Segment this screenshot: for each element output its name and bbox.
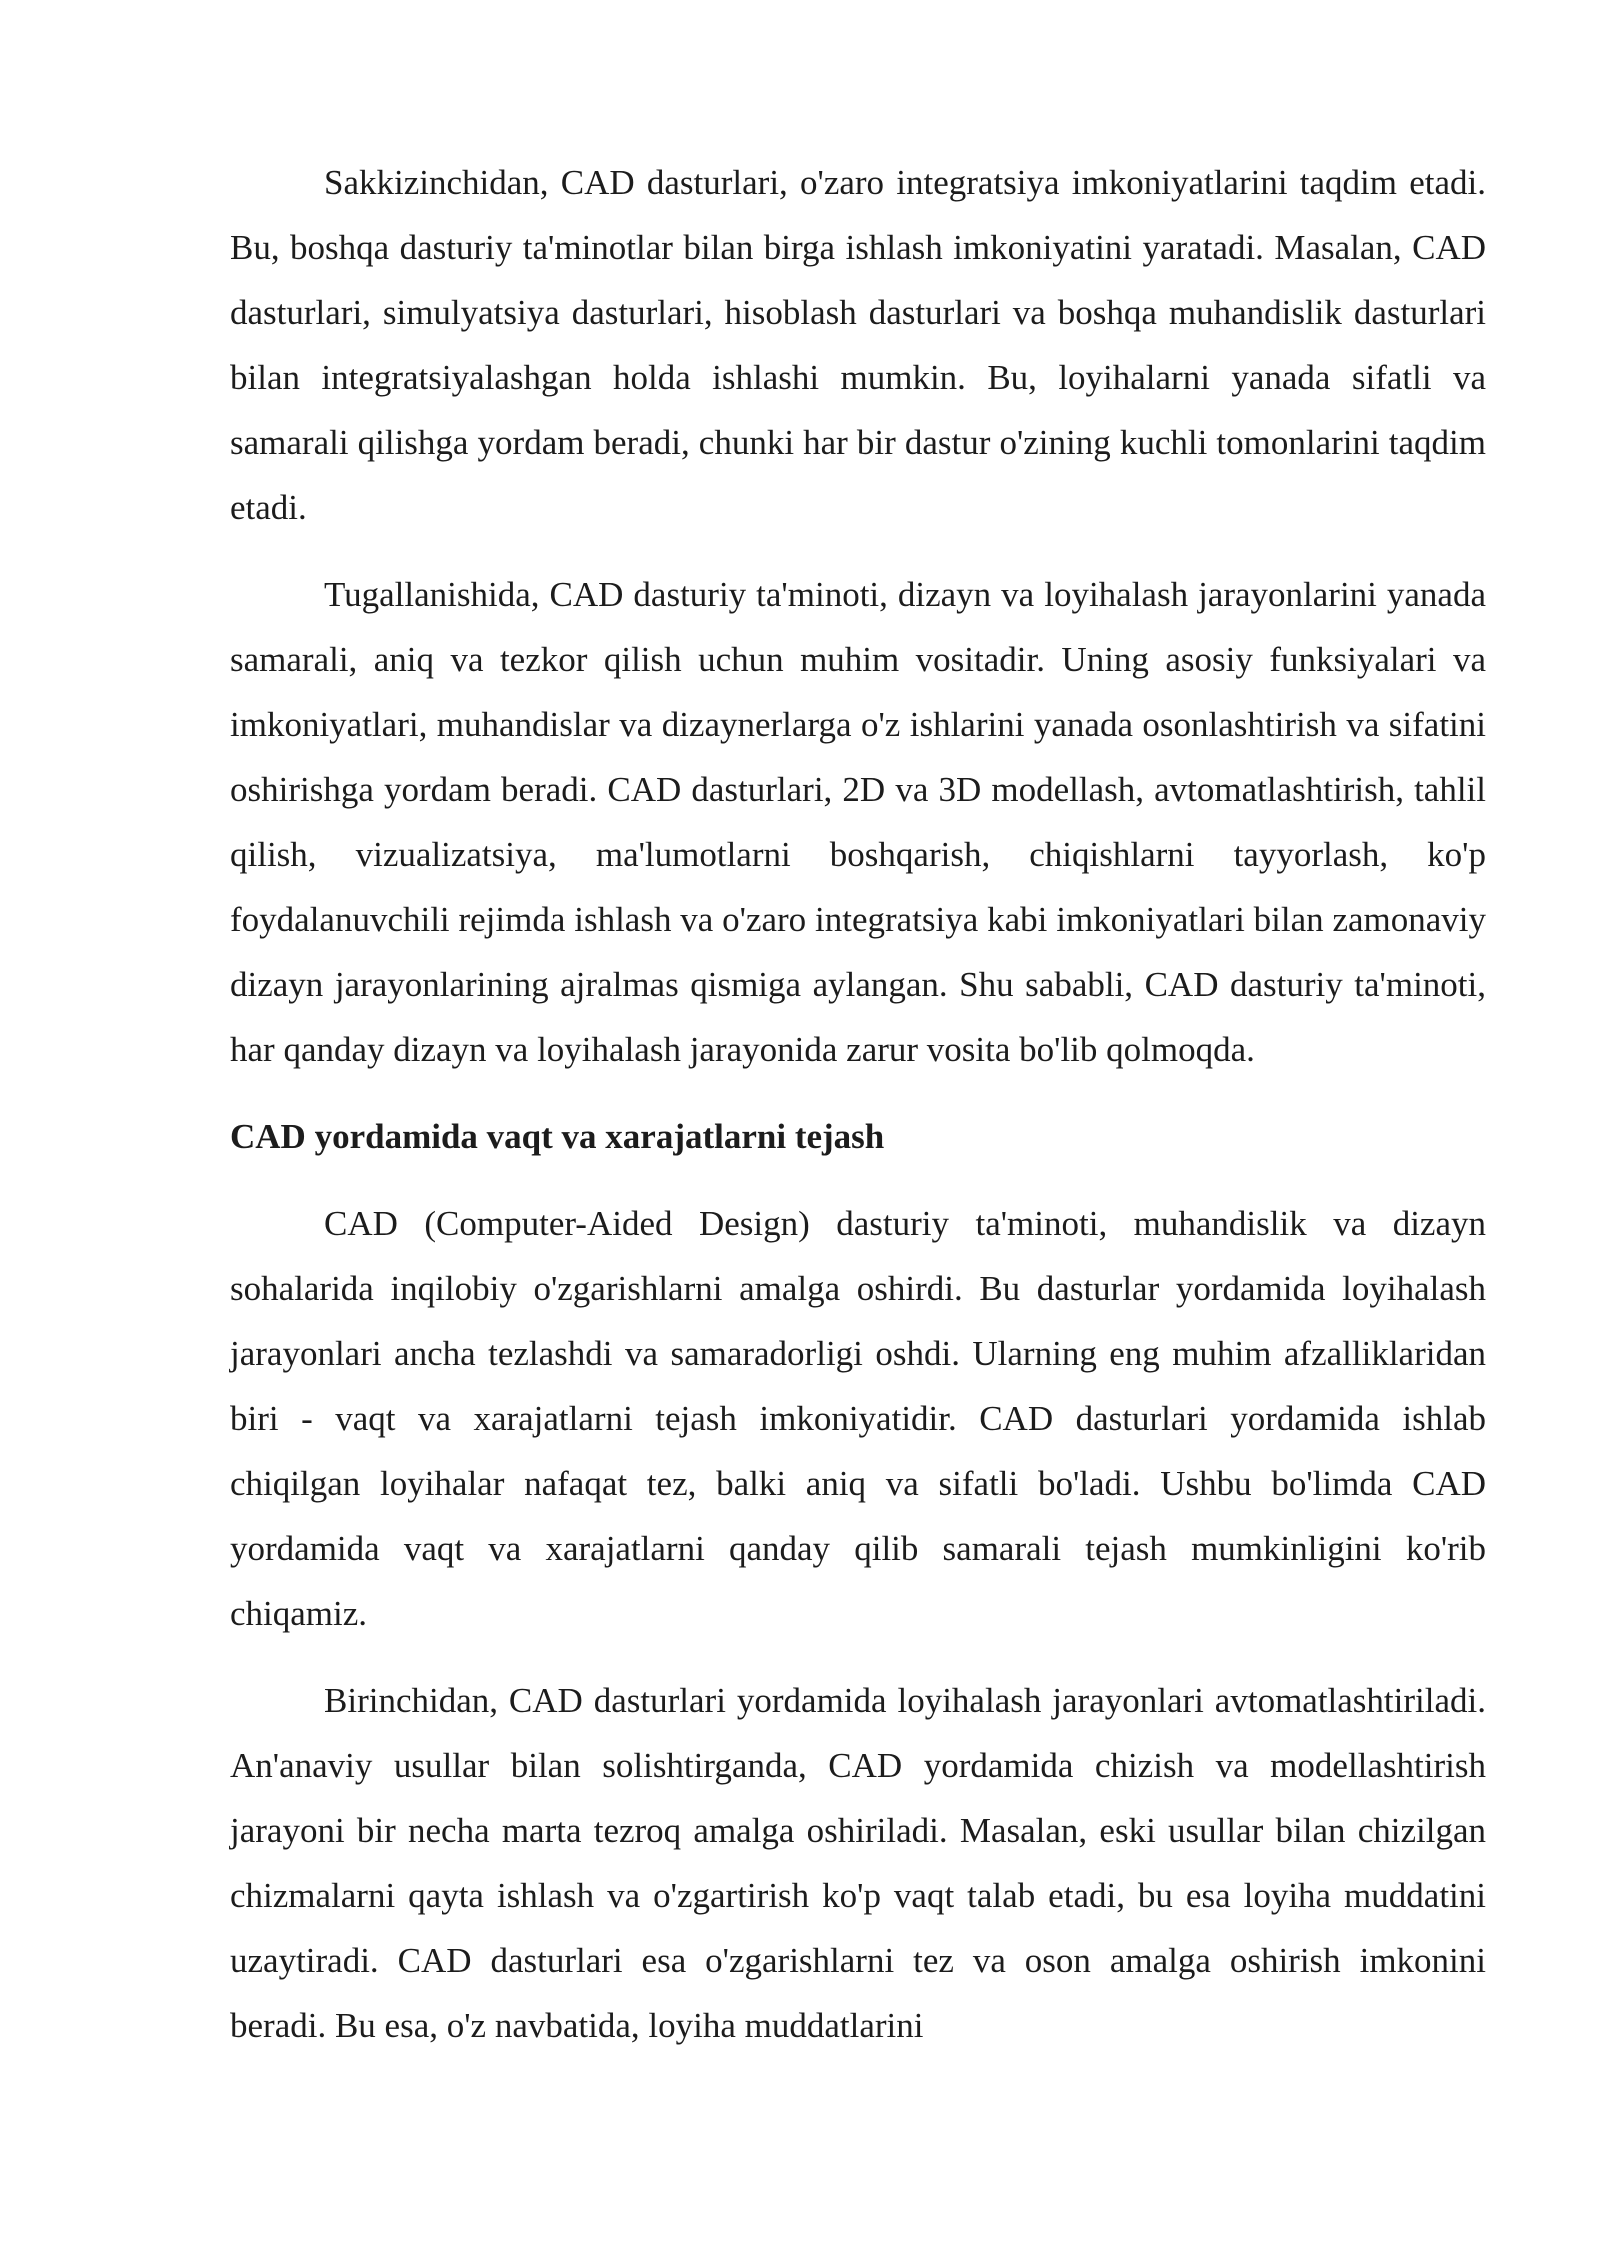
document-page [230,150,1486,2058]
paragraph-conclusion: Tugallanishida, CAD dasturiy ta'minoti, dizayn va loyihalash jarayonlarini yanada samarali, aniq va tezkor qilish uchun muhim vositadir. Uning asosiy funksiyalari va imkoniyatlari, muhandislar va dizaynerlarga o'z ishlarini yanada osonlashtirish va sifatini oshirishga yordam beradi. CAD dasturlari, 2D va 3D modellash, avtomatlashtirish, tahlil qilish, vizualizatsiya, ma'lumotlarni boshqarish, chiqishlarni tayyorlash, ko'p foydalanuvchili rejimda ishlash va o'zaro integratsiya kabi imkoniyatlari bilan zamonaviy dizayn jarayonlarining ajralmas qismiga aylangan. Shu sababli, CAD dasturiy ta'minoti, har qanday dizayn va loyihalash jarayonida zarur vosita bo'lib qolmoqda. [230,575,1486,1069]
paragraph-integration: Sakkizinchidan, CAD dasturlari, o'zaro integratsiya imkoniyatlarini taqdim etadi. Bu, boshqa dasturiy ta'minotlar bilan birga ishlash imkoniyatini yaratadi. Masalan, CAD dasturlari, simulyatsiya dasturlari, hisoblash dasturlari va boshqa muhandislik dasturlari bilan integratsiyalashgan holda ishlashi mumkin. Bu, loyihalarni yanada sifatli va samarali qilishga yordam beradi, chunki har bir dastur o'zining kuchli tomonlarini taqdim etadi. [230,163,1486,527]
section-heading: CAD yordamida vaqt va xarajatlarni tejash [230,1117,885,1156]
paragraph-first-point: Birinchidan, CAD dasturlari yordamida loyihalash jarayonlari avtomatlashtiriladi. An'anaviy usullar bilan solishtirganda, CAD yordamida chizish va modellashtirish jarayoni bir necha marta tezroq amalga oshiriladi. Masalan, eski usullar bilan chizilgan chizmalarni qayta ishlash va o'zgartirish ko'p vaqt talab etadi, bu esa loyiha muddatini uzaytiradi. CAD dasturlari esa o'zgarishlarni tez va oson amalga oshirish imkonini beradi. Bu esa, o'z navbatida, loyiha muddatlarini [230,1681,1486,2045]
paragraph-cad-intro: CAD (Computer-Aided Design) dasturiy ta'minoti, muhandislik va dizayn sohalarida inqilobiy o'zgarishlarni amalga oshirdi. Bu dasturlar yordamida loyihalash jarayonlari ancha tezlashdi va samaradorligi oshdi. Ularning eng muhim afzalliklaridan biri - vaqt va xarajatlarni tejash imkoniyatidir. CAD dasturlari yordamida ishlab chiqilgan loyihalar nafaqat tez, balki aniq va sifatli bo'ladi. Ushbu bo'limda CAD yordamida vaqt va xarajatlarni qanday qilib samarali tejash mumkinligini ko'rib chiqamiz. [230,1204,1486,1633]
